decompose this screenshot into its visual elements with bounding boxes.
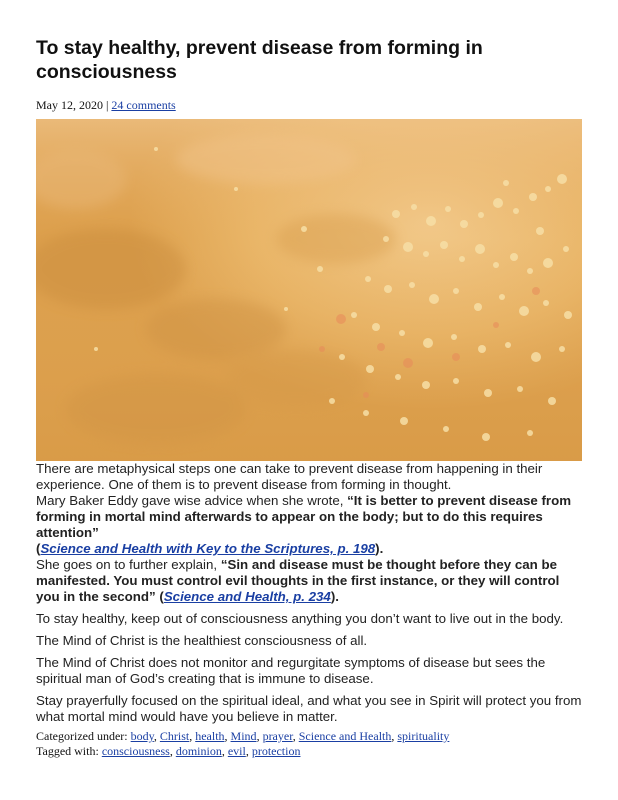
category-separator: , bbox=[153, 729, 160, 743]
science-and-health-link-234[interactable]: Science and Health, p. 234 bbox=[163, 589, 331, 604]
post-meta bbox=[36, 98, 582, 113]
category-link-spirituality[interactable]: spirituality bbox=[397, 729, 450, 743]
post-footer bbox=[36, 729, 582, 759]
paragraph-2 bbox=[36, 493, 582, 541]
post-date: May 12, 2020 bbox=[36, 98, 103, 112]
category-separator: , bbox=[224, 729, 231, 743]
category-link-body[interactable]: body bbox=[130, 729, 154, 743]
tag-link-protection[interactable]: protection bbox=[251, 744, 301, 758]
paragraph-5: The Mind of Christ is the healthiest consciousness of all. bbox=[36, 633, 368, 648]
category-link-christ[interactable]: Christ bbox=[159, 729, 190, 743]
tag-link-dominion[interactable]: dominion bbox=[175, 744, 222, 758]
science-and-health-link-198[interactable]: Science and Health with Key to the Scriptures, p. 198 bbox=[40, 541, 376, 556]
paragraph-6: The Mind of Christ does not monitor and regurgitate symptoms of disease but sees the spiritual man of God’s creating that is immune to disease. bbox=[36, 655, 546, 686]
categories-line bbox=[36, 729, 582, 744]
post-article bbox=[36, 36, 582, 759]
post-body bbox=[36, 461, 582, 725]
category-separator: , bbox=[391, 729, 398, 743]
category-link-mind[interactable]: Mind bbox=[230, 729, 257, 743]
paragraph-7: Stay prayerfully focused on the spiritual ideal, and what you see in Spirit will protect you from what mortal mind would have you believe in matter. bbox=[36, 693, 582, 724]
paragraph-1: There are metaphysical steps one can take to prevent disease from happening in their experience. One of them is to prevent disease from forming in thought. bbox=[36, 461, 543, 492]
tag-separator: , bbox=[245, 744, 252, 758]
tag-link-evil[interactable]: evil bbox=[227, 744, 246, 758]
category-link-health[interactable]: health bbox=[195, 729, 225, 743]
tags-list bbox=[102, 744, 301, 758]
citation-2-close: ). bbox=[330, 589, 339, 604]
tag-separator: , bbox=[221, 744, 228, 758]
tags-line bbox=[36, 744, 582, 759]
eddy-quote-1: “It is better to prevent disease from forming in mortal mind afterwards to appear on the body; but to do this requires attention” bbox=[36, 493, 572, 540]
citation-1 bbox=[36, 541, 582, 557]
comments-link[interactable]: 24 comments bbox=[111, 98, 176, 112]
paragraph-3 bbox=[36, 557, 582, 605]
paragraph-2-lead: Mary Baker Eddy gave wise advice when she wrote, bbox=[36, 493, 348, 508]
tags-label: Tagged with: bbox=[36, 744, 102, 758]
category-separator: , bbox=[189, 729, 196, 743]
citation-2-open: ( bbox=[155, 589, 164, 604]
paragraph-4: To stay healthy, keep out of consciousness anything you don’t want to live out in the body. bbox=[36, 611, 564, 626]
category-separator: , bbox=[292, 729, 299, 743]
eddy-quote-2: “Sin and disease must be thought before they can be manifested. You must control evil thoughts in the first instance, or they will control you in the second” bbox=[36, 557, 560, 604]
category-link-science-and-health[interactable]: Science and Health bbox=[298, 729, 392, 743]
category-link-prayer[interactable]: prayer bbox=[262, 729, 293, 743]
meta-separator: | bbox=[106, 98, 109, 112]
paragraph-3-lead: She goes on to further explain, bbox=[36, 557, 221, 572]
tag-link-consciousness[interactable]: consciousness bbox=[101, 744, 170, 758]
categories-label: Categorized under: bbox=[36, 729, 131, 743]
citation-1-close: ). bbox=[375, 541, 384, 556]
post-title: To stay healthy, prevent disease from forming in consciousness bbox=[36, 37, 483, 83]
tag-separator: , bbox=[169, 744, 176, 758]
featured-image bbox=[36, 119, 582, 461]
categories-list bbox=[131, 729, 450, 743]
category-separator: , bbox=[256, 729, 263, 743]
citation-1-open: ( bbox=[36, 541, 41, 556]
